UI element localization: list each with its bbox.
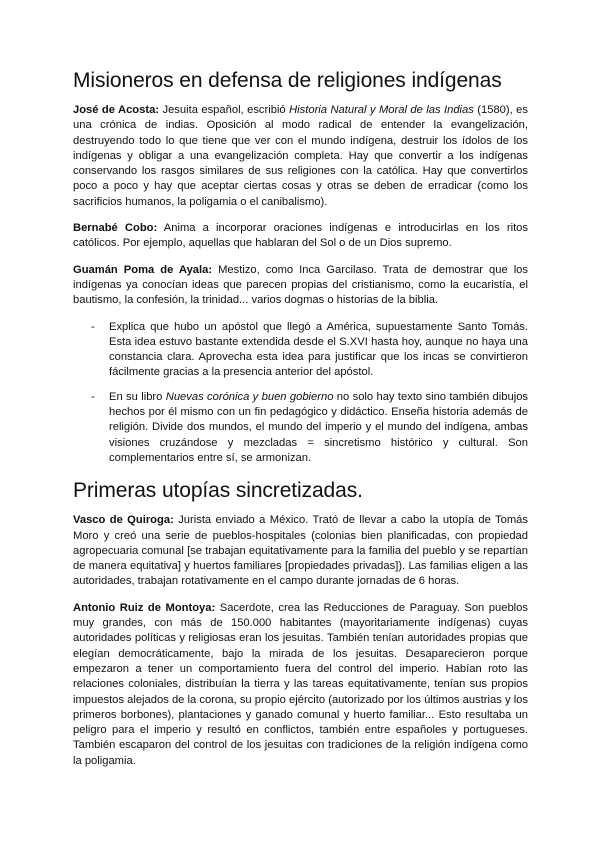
list-item <box>73 390 528 466</box>
name-cobo: Bernabé Cobo: <box>73 222 158 235</box>
cobo-text: Anima a incorporar oraciones indígenas e introducirlas en los ritos católicos. Por ejemplo, aquellas que hablaran del Sol o de un Dios supremo. <box>73 222 528 250</box>
name-montoya: Antonio Ruiz de Montoya: <box>73 601 216 614</box>
name-quiroga: Vasco de Quiroga: <box>73 514 174 527</box>
paragraph-guaman <box>73 263 528 309</box>
quiroga-text: Jurista enviado a México. Trató de llevar a cabo la utopía de Tomás Moro y creó una serie de pueblos-hospitales (colonias bien planificadas, con propiedad agropecuaria comunal [se trabajan equitativamente para la familia del pueblo y se repartían de manera equitativa] y huertos familiares [propiedades privadas]). Las familias eligen a las autoridades, trabajan rotativamente en el campo durante jornadas de 6 horas. <box>73 514 528 588</box>
guaman-bullet-list <box>73 320 528 467</box>
acosta-book-title: Historia Natural y Moral de las Indias <box>289 104 474 116</box>
acosta-text-a: Jesuita español, escribió <box>159 104 290 116</box>
dash-bullet: - <box>91 320 95 333</box>
bullet-text-2b: no solo hay texto sino también dibujos hechos por él mismo con un fin pedagógico y didáctico. Enseña historia además de religión. Divide dos mundos, el mundo del imperio y el mundo del indígena, ambas visiones cruzándose y mezcladas = sincretismo histórico y cultural. Son complementarios entre sí, se armonizan. <box>109 390 529 464</box>
section-title-utopias: Primeras utopías sincretizadas. <box>73 479 363 503</box>
bullet-text-2a: En su libro <box>109 390 166 403</box>
name-guaman: Guamán Poma de Ayala: <box>73 263 213 276</box>
guaman-text: Mestizo, como Inca Garcilaso. Trata de demostrar que los indígenas ya conocían ideas que parecen propias del cristianismo, como la eucaristía, el bautismo, la confesión, la trinidad... varios dogmas o historias de la biblia. <box>73 263 528 307</box>
bullet-text-1: Explica que hubo un apóstol que llegó a América, supuestamente Santo Tomás. Esta idea estuvo bastante extendida desde el S.XVI hasta hoy, aunque no haya una constancia clara. Aprovecha esta idea para justificar que los incas se convirtieron fácilmente gracias a la presencia anterior del apóstol. <box>109 320 528 379</box>
name-acosta: José de Acosta: <box>73 104 160 116</box>
paragraph-montoya <box>73 601 528 769</box>
paragraph-cobo <box>73 221 528 252</box>
section-title-misioneros: Misioneros en defensa de religiones indígenas <box>73 69 502 92</box>
dash-bullet: - <box>91 390 95 403</box>
acosta-text-b: (1580), es una crónica de indias. Oposición al modo radical de entender la evangelización, destruyendo todo lo que tiene que ver con el mundo indígena, destruir los ídolos de los indígenas y obligar a una evangelización completa. Hay que convertir a los indígenas conservando los rasgos similares de sus religiones con la católica. Hay que convertirlos poco a poco y hay que aceptar ciertas cosas y otras se deben de erradicar (como los sacrificios humanos, la poligamia o el canibalismo). <box>73 104 528 208</box>
paragraph-acosta <box>73 103 528 210</box>
document-page <box>73 68 528 780</box>
list-item <box>73 320 528 381</box>
bullet-book-title: Nuevas corónica y buen gobierno <box>165 390 334 403</box>
paragraph-quiroga <box>73 513 528 589</box>
montoya-text: Sacerdote, crea las Reducciones de Paraguay. Son pueblos muy grandes, con más de 150.000 habitantes (mayoritariamente indígenas) cuyas autoridades políticas y religiosas eran los jesuitas. También tenían autoridades propias que elegían democráticamente, bajo la mirada de los jesuitas. Desaparecieron porque empezaron a tener un comportamiento fuera del control del imperio. Habían roto las relaciones coloniales, distribuían la tierra y las tareas equitativamente, tenían sus propios impuestos alejados de la corona, su propio ejército (autorizado por los últimos austrias y los primeros borbones), plantaciones y ganado comunal y huerto familiar... Esto resultaba un peligro para el imperio y resultó en conflictos, también entre españoles y portugueses. También escaparon del control de los jesuitas con tradiciones de la religión indígena como la poligamia. <box>73 601 528 767</box>
